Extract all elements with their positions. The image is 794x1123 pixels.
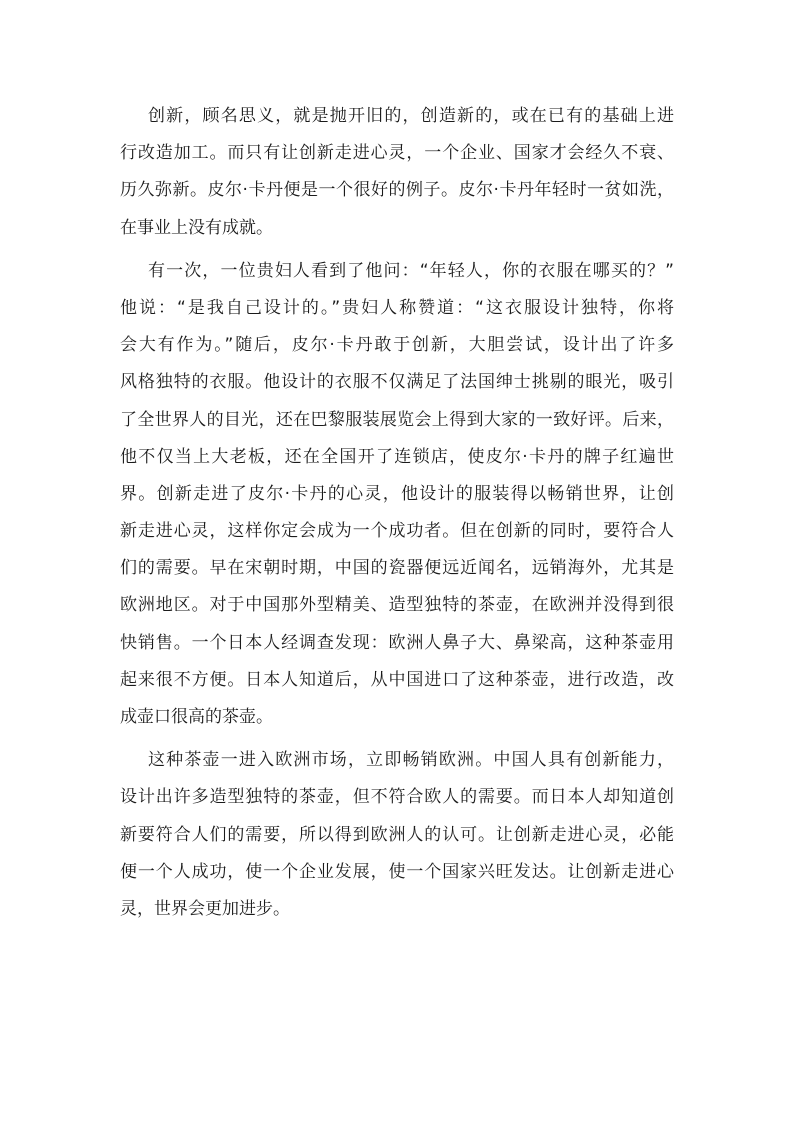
text-line: 界。创新走进了皮尔·卡丹的心灵，他设计的服装得以畅销世界，让创 — [120, 483, 674, 504]
text-line: 行改造加工。而只有让创新走进心灵，一个企业、国家才会经久不衰、 — [120, 143, 674, 164]
essay-body — [120, 98, 674, 934]
text-line: 成壶口很高的茶壶。 — [120, 707, 273, 727]
text-line: 新要符合人们的需要，所以得到欧洲人的认可。让创新走进心灵，必能 — [120, 824, 674, 845]
paragraph-3 — [120, 742, 674, 928]
text-line: 他说：“是我自己设计的。”贵妇人称赞道：“这衣服设计独特，你将 — [120, 297, 674, 318]
text-line: 了全世界人的目光，还在巴黎服装展览会上得到大家的一致好评。后来， — [120, 409, 674, 430]
text-line: 灵，世界会更加进步。 — [120, 898, 290, 919]
text-line: 在事业上没有成就。 — [120, 217, 273, 238]
text-line: 便一个人成功，使一个企业发展，使一个国家兴旺发达。让创新走进心 — [120, 861, 674, 882]
text-line: 们的需要。早在宋朝时期，中国的瓷器便远近闻名，远销海外，尤其是 — [120, 558, 674, 579]
text-line: 风格独特的衣服。他设计的衣服不仅满足了法国绅士挑剔的眼光，吸引 — [120, 372, 674, 393]
text-line: 快销售。一个日本人经调查发现：欧洲人鼻子大、鼻梁高，这种茶壶用 — [120, 632, 674, 653]
text-line: 他不仅当上大老板，还在全国开了连锁店，使皮尔·卡丹的牌子红遍世 — [120, 446, 674, 467]
text-line: 有一次，一位贵妇人看到了他问：“年轻人，你的衣服在哪买的？” — [148, 260, 674, 281]
text-line: 起来很不方便。日本人知道后，从中国进口了这种茶壶，进行改造，改 — [120, 669, 674, 690]
paragraph-2 — [120, 253, 674, 736]
text-line: 设计出许多造型独特的茶壶，但不符合欧人的需要。而日本人却知道创 — [120, 787, 674, 808]
text-line: 欧洲地区。对于中国那外型精美、造型独特的茶壶，在欧洲并没得到很 — [120, 595, 674, 616]
text-line: 新走进心灵，这样你定会成为一个成功者。但在创新的同时，要符合人 — [120, 521, 674, 542]
paragraph-1 — [120, 98, 674, 247]
text-line: 历久弥新。皮尔·卡丹便是一个很好的例子。皮尔·卡丹年轻时一贫如洗， — [120, 180, 674, 201]
text-line: 这种茶壶一进入欧洲市场，立即畅销欧洲。中国人具有创新能力， — [148, 750, 674, 771]
text-line: 会大有作为。”随后，皮尔·卡丹敢于创新，大胆尝试，设计出了许多 — [120, 335, 674, 356]
text-line: 创新，顾名思义，就是抛开旧的，创造新的，或在已有的基础上进 — [148, 106, 674, 126]
